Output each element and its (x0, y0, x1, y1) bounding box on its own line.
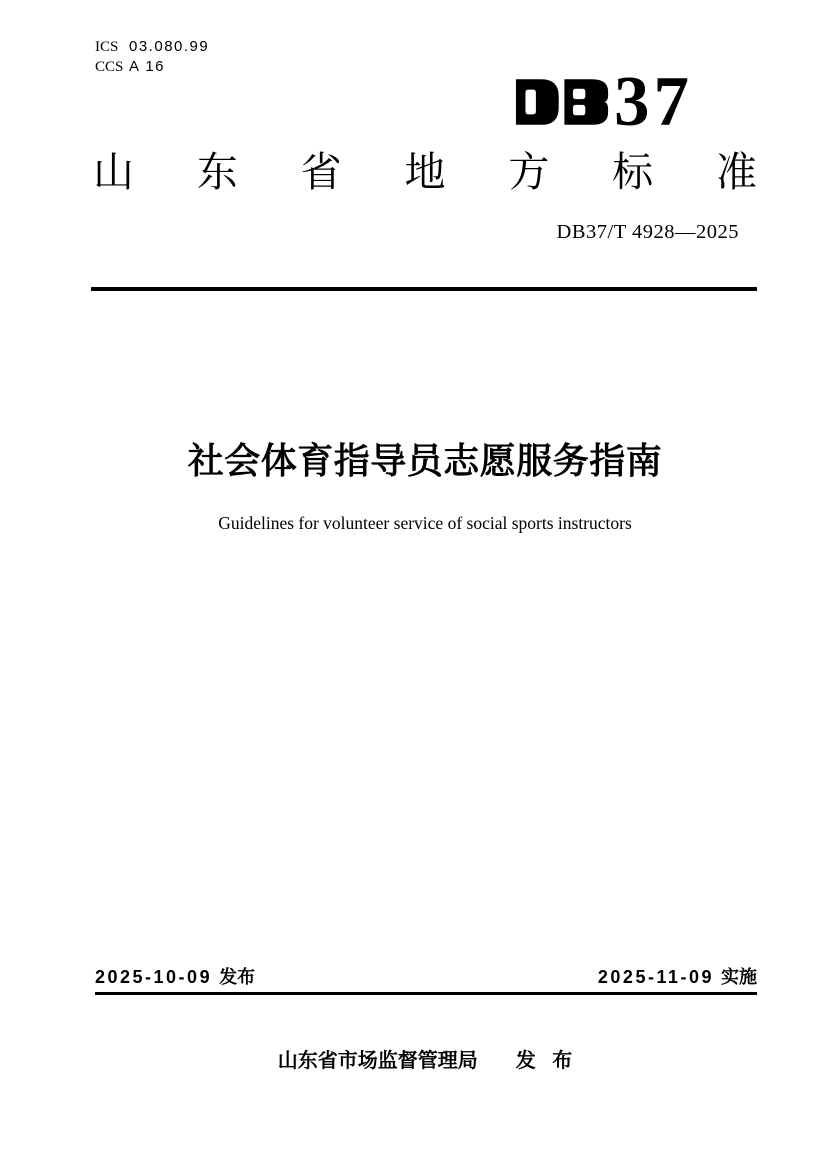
footer-divider-line (95, 992, 757, 995)
publish-label: 发 布 (515, 1050, 573, 1072)
classification-codes (95, 37, 209, 77)
dates-row (95, 965, 757, 989)
publisher-name: 山东省市场监督管理局 (277, 1050, 478, 1072)
publisher-line (93, 1049, 757, 1073)
issue-date: 2025-10-09 (95, 967, 213, 987)
ics-value: 03.080.99 (129, 38, 210, 55)
document-title-zh: 社会体育指导员志愿服务指南 (187, 440, 663, 481)
issue-date-group (95, 965, 255, 989)
db-logo-number: 37 (614, 63, 693, 141)
header-divider-line (91, 287, 757, 291)
issue-label: 发布 (219, 967, 256, 987)
standard-type-heading: 山 东 省 地 方 标 准 (93, 149, 757, 195)
standard-number: DB37/T 4928—2025 (556, 221, 739, 243)
ccs-label: CCS (95, 59, 124, 75)
db37-logo (515, 63, 697, 141)
ccs-row (95, 57, 209, 77)
implement-date-group (598, 965, 757, 989)
cover-content (93, 0, 757, 1151)
document-title-en: Guidelines for volunteer service of social sports instructors (218, 513, 632, 533)
ics-label: ICS (95, 39, 119, 55)
implement-label: 实施 (721, 967, 757, 987)
implement-date: 2025-11-09 (597, 967, 714, 987)
ccs-value: A 16 (129, 58, 166, 75)
ics-row (95, 37, 209, 57)
